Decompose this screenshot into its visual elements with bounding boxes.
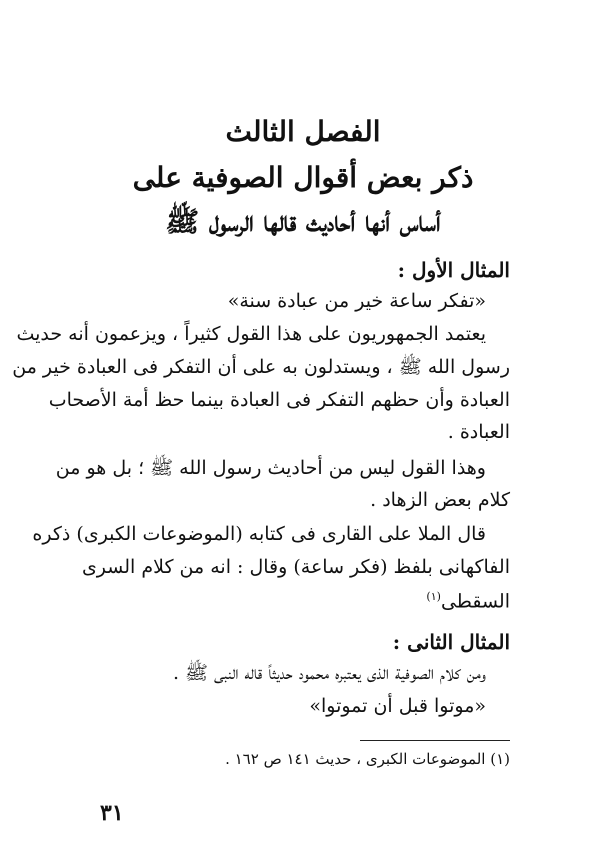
- footnote: (١) الموضوعات الكبرى ، حديث ١٤١ ص ١٦٢ .: [225, 750, 510, 768]
- chapter-subtitle-line-2: أساس أنها أحاديث قالها الرسول ﷺ: [165, 205, 441, 238]
- example-2-heading: المثال الثانى :: [392, 630, 510, 654]
- chapter-subtitle-line-1: ذكر بعض أقوال الصوفية على: [132, 161, 474, 194]
- example-2-quote: «موتوا قبل أن تموتوا»: [309, 695, 486, 717]
- paragraph-line: رسول الله ﷺ ، ويستدلون به على أن التفكر فى العبادة خير من: [12, 356, 510, 378]
- example-1-heading: المثال الأول :: [397, 258, 510, 282]
- paragraph-line: العبادة وأن حظهم التفكر فى العبادة بينما حظ أمة الأصحاب: [48, 389, 510, 411]
- example-2-paragraph: ومن كلام الصوفية الذى يعتبره محمود حديثاً قاله النبى ﷺ .: [172, 662, 486, 684]
- paragraph-line: قال الملا على القارى فى كتابه (الموضوعات الكبرى) ذكره: [32, 523, 486, 545]
- example-1-quote: «تفكر ساعة خير من عبادة سنة»: [227, 290, 486, 312]
- paragraph-line: يعتمد الجمهوريون على هذا القول كثيراً ، ويزعمون أنه حديث: [16, 323, 486, 345]
- paragraph-line: وهذا القول ليس من أحاديث رسول الله ﷺ ؛ بل هو من: [55, 457, 486, 479]
- paragraph-line: كلام بعض الزهاد .: [370, 489, 510, 511]
- paragraph-line-with-footnote: [98, 591, 510, 611]
- paragraph-line: الفاكهانى بلفظ (فكر ساعة) وقال : انه من كلام السرى: [81, 556, 510, 578]
- page-number: ٣١: [100, 800, 124, 826]
- chapter-title: الفصل الثالث: [225, 115, 381, 148]
- footnote-marker: (١): [426, 590, 441, 603]
- paragraph-line: العبادة .: [447, 421, 510, 443]
- footnote-divider: [360, 740, 510, 741]
- paragraph-text: السقطى: [440, 590, 510, 613]
